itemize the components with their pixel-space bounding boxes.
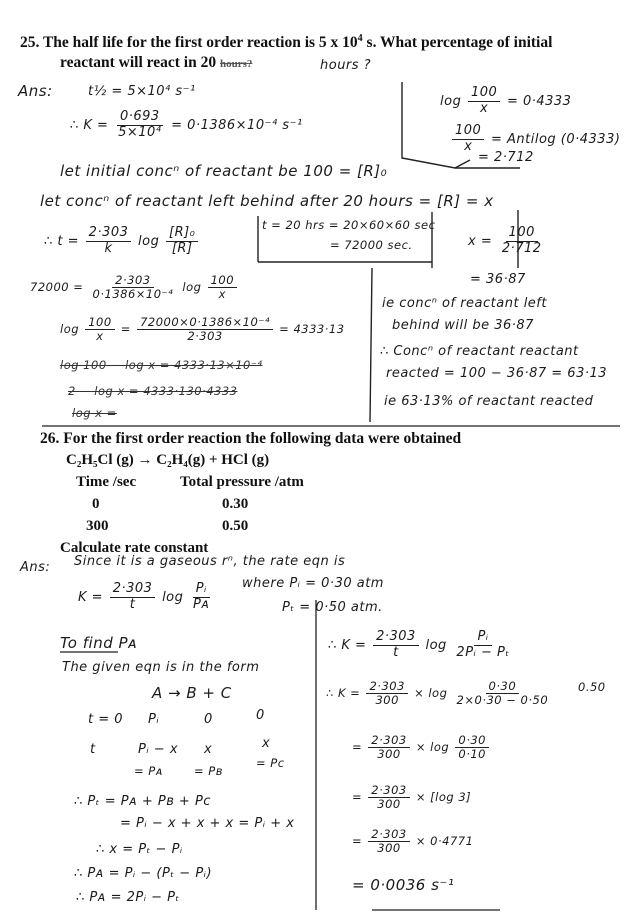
substitution: 72000 = $\frac{2\cdot 303}{\text{0·1386×10⁻⁴}}$ log $\frac{100}{x}$	[30, 274, 239, 301]
k-substituted: ∴ K = $\frac{2\cdot 303}{300}$ × log $\frac{0\cdot 30}{2\times 0\cdot 30 - 0\cdot 50}$	[326, 679, 549, 708]
let-initial: let initial concⁿ of reactant be 100 = [R]₀	[60, 162, 388, 180]
reacted-line2: reacted = 100 − 36·87 = 63·13	[386, 366, 608, 381]
q25-hours-handwritten: hours ?	[320, 58, 372, 73]
t-label: t	[90, 742, 96, 757]
final-result: = 0·0036 s⁻¹	[352, 876, 455, 894]
q25-line2: reactant will react in 20 hours?	[60, 54, 253, 71]
k-step5: = $\frac{2\cdot 303}{300}$ × 0·4771	[352, 827, 474, 856]
t-c: x	[262, 736, 271, 751]
time-seconds: = 72000 sec.	[330, 238, 413, 252]
table-header-pressure: Total pressure /atm	[180, 474, 304, 490]
t0-c: 0	[256, 708, 265, 723]
x-value: x = $\frac{100}{2\cdot 712}$	[468, 225, 542, 256]
pt-value: Pₜ = 0·50 atm.	[282, 600, 383, 615]
scribbled-word: hours?	[220, 58, 253, 70]
strike-3: log x =	[72, 406, 117, 420]
pa-final: ∴ Pᴀ = 2Pᵢ − Pₜ	[76, 890, 180, 905]
t-b: x	[204, 742, 213, 757]
ie-line2: behind will be 36·87	[392, 318, 534, 333]
t0-a: Pᵢ	[148, 712, 160, 727]
reaction-equation: C₂H₅Cl (g) → C₂H₄(g) + HCl (g)	[66, 452, 270, 468]
answer-label-25: Ans:	[18, 82, 53, 100]
given-form: The given eqn is in the form	[62, 660, 260, 675]
q26-line1: 26. For the first order reaction the following data were obtained	[40, 430, 462, 447]
t0-label: t = 0	[88, 712, 124, 727]
x-equation: ∴ x = Pₜ − Pᵢ	[96, 842, 183, 857]
first-order-formula: ∴ t = $\frac{2\cdot 303}{k}$ log $\frac{\text{[R]₀}}{[R]}$	[44, 226, 200, 257]
table-cell: 0.30	[222, 496, 249, 512]
calc-instruction: Calculate rate constant	[60, 540, 209, 556]
answer-label-26: Ans:	[20, 560, 51, 575]
since-line: Since it is a gaseous rⁿ, the rate eqn is	[74, 554, 346, 569]
pt-expand: = Pᵢ − x + x + x = Pᵢ + x	[120, 816, 295, 831]
to-find-pa: To find Pᴀ	[60, 634, 138, 652]
reacted-line3: ie 63·13% of reactant reacted	[384, 394, 594, 409]
table-cell: 300	[86, 518, 109, 534]
antilog-value: = 2·712	[478, 150, 534, 165]
ie-line1: ie concⁿ of reactant left	[382, 296, 547, 311]
pa-label: = Pᴀ	[134, 764, 164, 778]
strike-1: log 100 − log x = 4333·13×10⁻⁴	[60, 358, 263, 372]
antilog-eqn: $\frac{100}{x}$ = Antilog (0·4333)	[450, 124, 620, 155]
column-divider-1	[370, 268, 372, 422]
where-pi: where Pᵢ = 0·30 atm	[242, 576, 384, 591]
pt-sum: ∴ Pₜ = Pᴀ + Pʙ + Pᴄ	[74, 794, 211, 809]
t0-b: 0	[204, 712, 213, 727]
table-cell: 0	[92, 496, 100, 512]
half-life-eqn: t½ = 5×10⁴ s⁻¹	[88, 84, 196, 99]
strike-2: 2 − log x = 4333·130·4333	[68, 384, 238, 398]
extra-value: 0.50	[578, 680, 606, 694]
reaction-scheme: A → B + C	[152, 684, 232, 702]
t-a: Pᵢ − x	[138, 742, 179, 757]
k-step3: = $\frac{2\cdot 303}{300}$ × log $\frac{0\cdot 30}{0\cdot 10}$	[352, 734, 491, 761]
let-remaining: let concⁿ of reactant left behind after 20 hours = [R] = x	[40, 192, 494, 210]
k-formula-right: ∴ K = $\frac{2\cdot 303}{t}$ log $\frac{\text{Pᵢ}}{\text{2Pᵢ − Pₜ}}$	[328, 629, 510, 660]
time-conversion: t = 20 hrs = 20×60×60 sec	[262, 218, 436, 232]
pb-label: = Pʙ	[194, 764, 223, 778]
rate-equation: K = $\frac{2\cdot 303}{t}$ log $\frac{\text{Pᵢ}}{\text{Pᴀ}}$	[78, 581, 210, 612]
k-step4: = $\frac{2\cdot 303}{300}$ × [log 3]	[352, 783, 472, 812]
log-calc: log $\frac{100}{x}$ = $\frac{\text{72000×0·1386×10⁻⁴}}{2\cdot 303}$ = 4333·13	[60, 315, 345, 344]
pc-label: = Pᴄ	[256, 756, 285, 770]
table-cell: 0.50	[222, 518, 249, 534]
q25-line1: 25. The half life for the first order reaction is 5 x $10^4$ s. What percentage of initial	[20, 33, 553, 52]
x-result: = 36·87	[470, 272, 526, 287]
reacted-line1: ∴ Concⁿ of reactant reactant	[380, 344, 579, 359]
pa-derive: ∴ Pᴀ = Pᵢ − (Pₜ − Pᵢ)	[74, 866, 213, 881]
log-result: log $\frac{100}{x}$ = 0·4333	[440, 85, 572, 116]
rate-constant-eqn: ∴ K = $\frac{0\cdot 693}{\text{5×10⁴}}$ = 0·1386×10⁻⁴ s⁻¹	[70, 109, 303, 140]
table-header-time: Time /sec	[76, 474, 137, 490]
